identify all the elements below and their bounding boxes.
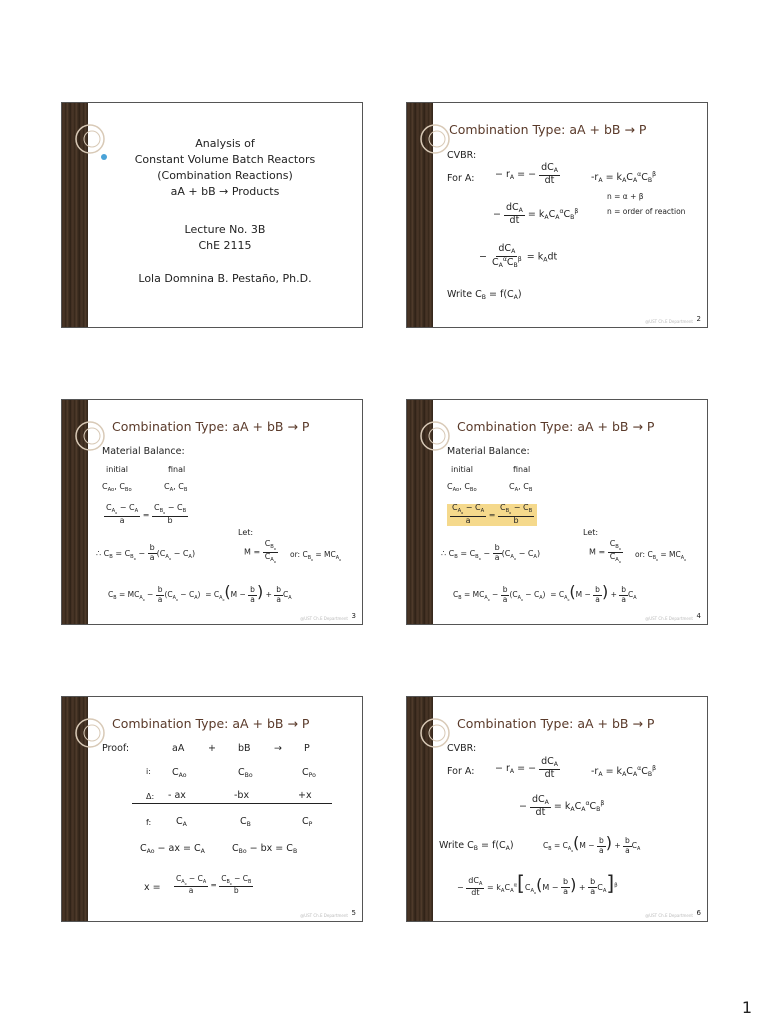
course-code: ChE 2115 xyxy=(198,239,252,252)
x-expression: $\frac{C_{A_o} - C_A}{a}$ = $\frac{C_{B_o} - C_B}{b}$ xyxy=(176,874,252,896)
rate-law: $-r_A = k_AC_A^\alpha C_B^\beta$ xyxy=(591,765,657,779)
initial-label: initial xyxy=(451,465,473,474)
page-number: 1 xyxy=(741,998,752,1017)
final-p: $C_P$ xyxy=(302,816,313,828)
order-definition: n = order of reaction xyxy=(607,207,686,216)
slide-title: Combination Type: aA + bB → P xyxy=(112,419,310,434)
change-b: -bx xyxy=(234,790,250,801)
cvbr-label: CVBR: xyxy=(447,150,477,161)
order-sum: n = α + β xyxy=(607,192,644,201)
table-divider xyxy=(132,803,332,804)
change-row-label: Δ: xyxy=(146,792,155,801)
initial-values: $C_{Ao}$, $C_{Bo}$ xyxy=(102,482,132,493)
material-balance-label: Material Balance: xyxy=(447,446,530,457)
let-label: Let: xyxy=(238,528,254,537)
slide-title: Combination Type: aA + bB → P xyxy=(449,122,647,137)
slide1-title-line-1: Analysis of xyxy=(195,137,255,150)
product-p: P xyxy=(304,743,310,754)
differential-rate-eq: − $\frac{dC_A}{dt}$ = $k_AC_A^\alpha C_B^\beta$ xyxy=(519,794,605,818)
slide-1 xyxy=(61,102,363,328)
highlighted-balance-ratio: $\frac{C_{A_o} - C_A}{a}$ = $\frac{C_{B_o} - C_B}{b}$ xyxy=(447,504,537,526)
slide-title: Combination Type: aA + bB → P xyxy=(112,716,310,731)
final-label: final xyxy=(513,465,531,474)
b-balance: $C_{Bo}$ − bx = $C_B$ xyxy=(232,843,298,855)
swirl-ornament-icon xyxy=(415,406,475,466)
swirl-ornament-icon xyxy=(70,406,130,466)
change-p: +x xyxy=(298,790,312,801)
slide1-title-line-3: (Combination Reactions) xyxy=(157,169,293,182)
cvbr-label: CVBR: xyxy=(447,743,477,754)
cb-final: $C_B = MC_{A_o}$ − $\frac{b}{a}$ $(C_{A_o} - C_A) = C_{A_o}(M$ − $\frac{b}{a}$ ) + $\frac{b}{a}$ $C_A$ xyxy=(108,582,292,604)
swirl-ornament-icon xyxy=(415,703,475,763)
change-a: - ax xyxy=(168,790,186,801)
watermark: @UST Ch.E Department xyxy=(645,913,693,918)
watermark: @UST Ch.E Department xyxy=(300,913,348,918)
let-label: Let: xyxy=(583,528,599,537)
cb-final: $C_B = MC_{A_o}$ − $\frac{b}{a}$ $(C_{A_o} - C_A) = C_{A_o}(M$ − $\frac{b}{a}$ ) + $\frac{b}{a}$ $C_A$ xyxy=(453,582,637,604)
slide-title: Combination Type: aA + bB → P xyxy=(457,716,655,731)
slide-number: 5 xyxy=(351,909,356,917)
initial-b: $C_{Bo}$ xyxy=(238,767,253,779)
final-a: $C_A$ xyxy=(176,816,187,828)
reactant-a: aA xyxy=(172,743,185,754)
slide-4 xyxy=(406,399,708,625)
slide1-title-line-4: aA + bB → Products xyxy=(170,185,280,198)
material-balance-label: Material Balance: xyxy=(102,446,185,457)
slide-number: 2 xyxy=(696,315,701,323)
final-row-label: f: xyxy=(146,818,152,827)
initial-label: initial xyxy=(106,465,128,474)
author: Lola Domnina B. Pestaño, Ph.D. xyxy=(138,272,312,285)
m-alternate: or: $C_{B_o} = MC_{A_o}$ xyxy=(290,550,342,562)
balance-ratio: $\frac{C_{A_o} - C_A}{a}$ = $\frac{C_{B_o} - C_B}{b}$ xyxy=(106,503,187,525)
slide-number: 3 xyxy=(351,612,356,620)
for-a-label: For A: xyxy=(447,173,475,184)
write-cb: Write $C_B = f(C_A)$ xyxy=(447,289,522,301)
reaction-arrow: → xyxy=(274,743,282,754)
cb-expression: ∴ $C_B = C_{B_o}$ − $\frac{b}{a}$ $(C_{A_o} - C_A)$ xyxy=(441,543,541,562)
rate-expression: − $r_A$ = − $\frac{dC_A}{dt}$ xyxy=(495,162,558,186)
rate-law: $-r_A = k_AC_A^\alpha C_B^\beta$ xyxy=(591,171,657,185)
slide-title: Combination Type: aA + bB → P xyxy=(457,419,655,434)
proof-label: Proof: xyxy=(102,743,130,754)
slide-2 xyxy=(406,102,708,328)
separated-eq: − $\frac{dC_A}{C_A^\alpha C_B^\beta}$ = $k_Adt$ xyxy=(479,243,558,269)
write-cb: Write $C_B = f(C_A)$ xyxy=(439,840,514,852)
final-values: $C_A$, $C_B$ xyxy=(164,482,188,493)
final-values: $C_A$, $C_B$ xyxy=(509,482,533,493)
m-definition: M = $\frac{C_{B_o}}{C_{A_o}}$ xyxy=(589,539,621,564)
cb-substitution: $C_B = C_{A_o}(M$ − $\frac{b}{a}$ ) + $\frac{b}{a}$ $C_A$ xyxy=(543,833,641,855)
final-b: $C_B$ xyxy=(240,816,251,828)
final-rate-eq: − $\frac{dC_A}{dt}$ = $k_AC_A^\alpha[C_{A_o}(M$ − $\frac{b}{a}$ ) + $\frac{b}{a}$ $C_A]^\beta$ xyxy=(457,871,618,897)
rate-expression: − $r_A$ = − $\frac{dC_A}{dt}$ xyxy=(495,756,558,780)
initial-p: $C_{Po}$ xyxy=(302,767,316,779)
slide-3 xyxy=(61,399,363,625)
m-definition: M = $\frac{C_{B_o}}{C_{A_o}}$ xyxy=(244,539,276,564)
initial-values: $C_{Ao}$, $C_{Bo}$ xyxy=(447,482,477,493)
slide1-title-line-2: Constant Volume Batch Reactors xyxy=(134,153,316,166)
slide1-title xyxy=(88,136,362,200)
m-alternate: or: $C_{B_o} = MC_{A_o}$ xyxy=(635,550,687,562)
x-label: x = xyxy=(144,882,161,893)
a-balance: $C_{Ao}$ − ax = $C_A$ xyxy=(140,843,205,855)
watermark: @UST Ch.E Department xyxy=(300,616,348,621)
swirl-ornament-icon xyxy=(70,703,130,763)
for-a-label: For A: xyxy=(447,766,475,777)
initial-row-label: i: xyxy=(146,767,151,776)
slide-number: 4 xyxy=(696,612,701,620)
slide-6 xyxy=(406,696,708,922)
initial-a: $C_{Ao}$ xyxy=(172,767,187,779)
plus-sign: + xyxy=(208,743,216,754)
reactant-b: bB xyxy=(238,743,251,754)
differential-rate-eq: − $\frac{dC_A}{dt}$ = $k_AC_A^\alpha C_B^\beta$ xyxy=(493,202,579,226)
watermark: @UST Ch.E Department xyxy=(645,319,693,324)
slide1-lecture-info xyxy=(88,222,362,254)
slide-number: 6 xyxy=(696,909,701,917)
lecture-number: Lecture No. 3B xyxy=(184,223,266,236)
final-label: final xyxy=(168,465,186,474)
watermark: @UST Ch.E Department xyxy=(645,616,693,621)
slide-5 xyxy=(61,696,363,922)
cb-expression: ∴ $C_B = C_{B_o}$ − $\frac{b}{a}$ $(C_{A_o} - C_A)$ xyxy=(96,543,196,562)
